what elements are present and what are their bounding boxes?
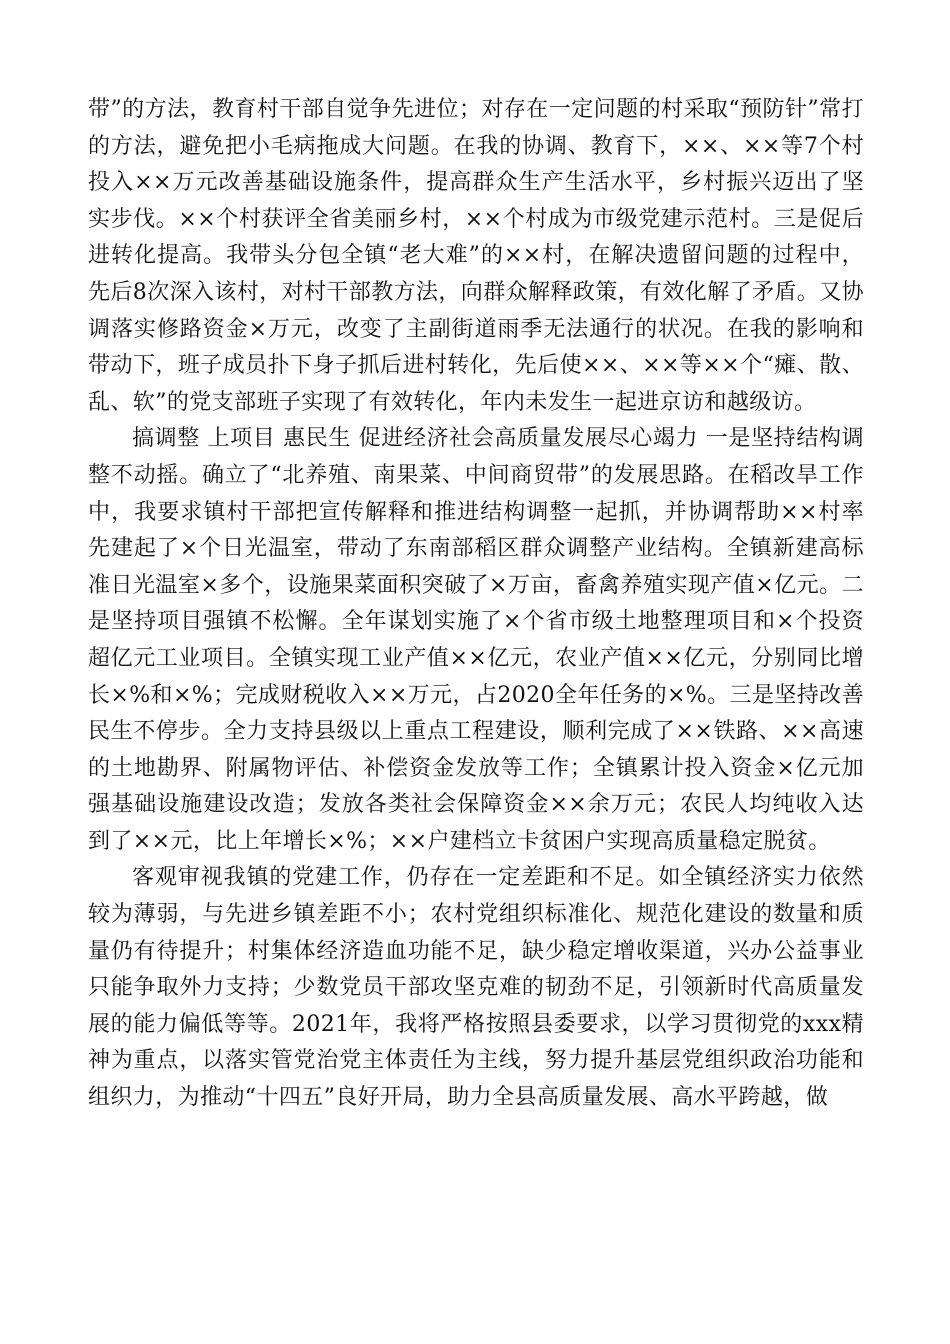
document-body — [88, 92, 864, 1117]
paragraph-shortcomings-and-plans: 客观审视我镇的党建工作，仍存在一定差距和不足。如全镇经济实力依然较为薄弱，与先进乡镇差距不小；农村党组织标准化、规范化建设的数量和质量仍有待提升；村集体经济造血功能不足，缺少稳定增收渠道，兴办公益事业只能争取外力支持；少数党员干部攻坚克难的韧劲不足，引领新时代高质量发展的能力偏低等等。2021年，我将严格按照县委要求，以学习贯彻党的xxx精神为重点，以落实管党治党主体责任为主线，努力提升基层党组织政治功能和组织力，为推动“十四五”良好开局，助力全县高质量发展、高水平跨越，做 — [88, 865, 864, 1111]
paragraph-economic-development: 搞调整 上项目 惠民生 促进经济社会高质量发展尽心竭力 一是坚持结构调整不动摇。确立了“北养殖、南果菜、中间商贸带”的发展思路。在稻改旱工作中，我要求镇村干部把宣传解释和推进结构调整一起抓，并协调帮助××村率先建起了×个日光温室，带动了东南部稻区群众调整产业结构。全镇新建高标准日光温室×多个，设施果菜面积突破了×万亩，畜禽养殖实现产值×亿元。二是坚持项目强镇不松懈。全年谋划实施了×个省市级土地整理项目和×个投资超亿元工业项目。全镇实现工业产值××亿元，农业产值××亿元，分别同比增长×%和×%；完成财税收入××万元，占2020全年任务的×%。三是坚持改善民生不停步。全力支持县级以上重点工程建设，顺利完成了××铁路、××高速的土地勘界、附属物评估、补偿资金发放等工作；全镇累计投入资金×亿元加强基础设施建设改造；发放各类社会保障资金××余万元；农民人均纯收入达到了××元，比上年增长×%；××户建档立卡贫困户实现高质量稳定脱贫。 — [88, 426, 864, 854]
paragraph-village-rectification: 带”的方法，教育村干部自觉争先进位；对存在一定问题的村采取“预防针”常打的方法，避免把小毛病拖成大问题。在我的协调、教育下，××、××等7个村投入××万元改善基础设施条件，提高群众生产生活水平，乡村振兴迈出了坚实步伐。××个村获评全省美丽乡村，××个村成为市级党建示范村。三是促后进转化提高。我带头分包全镇“老大难”的××村，在解决遗留问题的过程中，先后8次深入该村，对村干部教方法，向群众解释政策，有效化解了矛盾。又协调落实修路资金×万元，改变了主副街道雨季无法通行的状况。在我的影响和带动下，班子成员扑下身子抓后进村转化，先后使××、××等××个“瘫、散、乱、软”的党支部班子实现了有效转化，年内未发生一起进京访和越级访。 — [88, 97, 864, 415]
